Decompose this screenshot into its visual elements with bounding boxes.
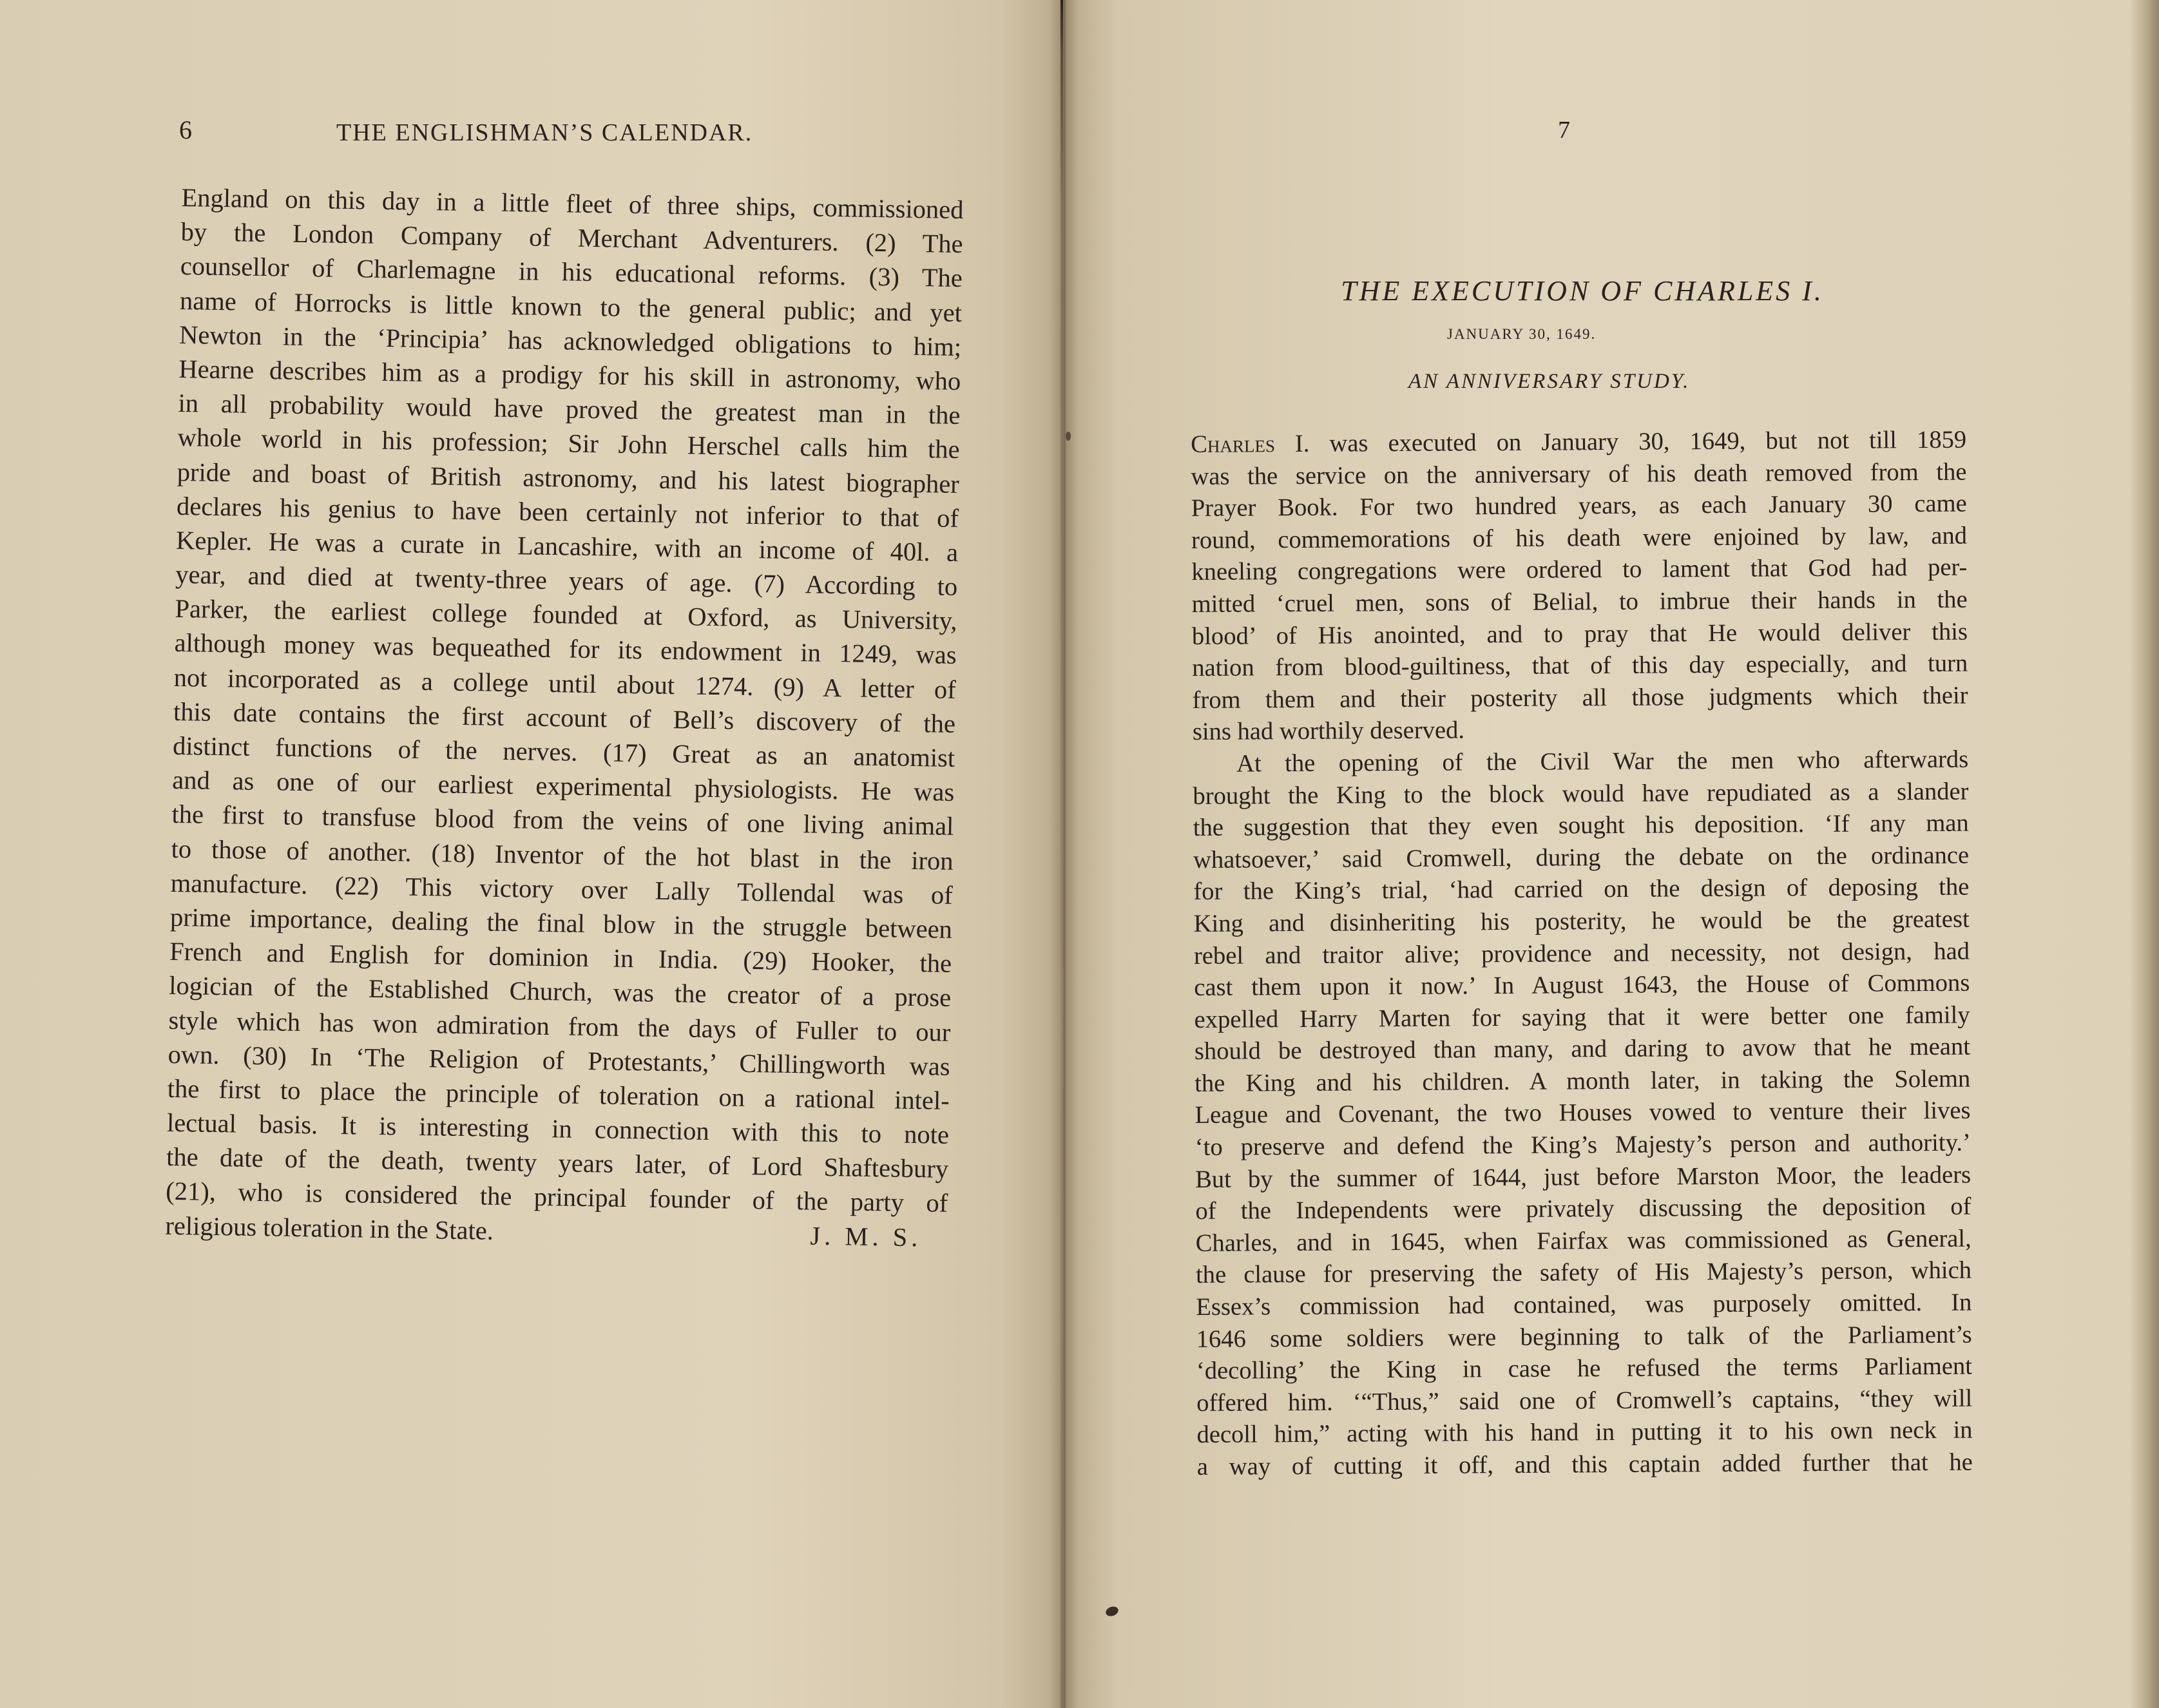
text-line: sins had worthily deserved. <box>1192 716 1465 746</box>
text-line: ‘to preserve and defend the King’s Majesty’s person and authority.’ <box>1195 1129 1971 1162</box>
first-line-rest: I. was executed on January 30, 1649, but not till 1859 <box>1274 426 1967 458</box>
text-line: expelled Harry Marten for saying that it were better one family <box>1194 1001 1970 1033</box>
margin-mark <box>1066 432 1071 441</box>
running-head: THE ENGLISHMAN’S CALENDAR. <box>336 119 753 146</box>
text-line: Hearne describes him as a prodigy for his skill in astronomy, who <box>178 354 961 396</box>
text-line: offered him. ‘“Thus,” said one of Cromwell’s captains, “they will <box>1196 1385 1973 1417</box>
text-line: was the service on the anniversary of his death removed from the <box>1191 458 1967 490</box>
text-line: Newton in the ‘Principia’ has acknowledged obligations to him; <box>178 320 962 361</box>
chapter-title: THE EXECUTION OF CHARLES I. <box>1341 275 1824 307</box>
paragraph-first-line: At the opening of the Civil War the men who afterwards <box>1236 745 1969 778</box>
text-line: 1646 some soldiers were beginning to talk of the Parliament’s <box>1196 1321 1972 1353</box>
text-line: decoll him,” acting with his hand in putting it to his own neck in <box>1196 1417 1973 1449</box>
text-line: Essex’s commission had contained, was purposely omitted. In <box>1196 1289 1972 1321</box>
text-line: England on this day in a little fleet of three ships, commissioned <box>181 182 964 225</box>
text-line: to those of another. (18) Inventor of the hot blast in the iron <box>171 834 954 876</box>
text-line: the first to transfuse blood from the veins of one living animal <box>171 800 954 841</box>
text-line: the suggestion that they even sought his deposition. ‘If any man <box>1193 809 1969 842</box>
right-page-number: 7 <box>1558 117 1570 144</box>
lead-word: Charles <box>1191 430 1276 458</box>
text-line: But by the summer of 1644, just before Marston Moor, the leaders <box>1195 1161 1972 1193</box>
text-line: the clause for preserving the safety of His Majesty’s person, which <box>1195 1257 1972 1289</box>
text-line: distinct functions of the nerves. (17) Great as an anatomist <box>172 731 955 772</box>
text-line: declares his genius to have been certainly not inferior to that of <box>176 491 959 533</box>
chapter-date: JANUARY 30, 1649. <box>1447 326 1597 342</box>
paragraph-first-line <box>1191 425 1966 461</box>
page-edge <box>2129 0 2159 1708</box>
text-line: name of Horrocks is little known to the general public; and yet <box>179 285 963 327</box>
text-line: League and Covenant, the two Houses vowed to venture their lives <box>1195 1097 1971 1129</box>
text-line: cast them upon it now.’ In August 1643, the House of Commons <box>1194 969 1970 1002</box>
text-line: prime importance, dealing the final blow in the struggle between <box>169 902 953 944</box>
text-line: rebel and traitor alive; providence and necessity, not design, had <box>1193 937 1970 970</box>
text-line: and as one of our earliest experimental physiologists. He was <box>172 765 955 807</box>
text-line: not incorporated as a college until about 1274. (9) A letter of <box>173 662 957 704</box>
text-line: although money was bequeathed for its endowment in 1249, was <box>174 628 957 670</box>
text-line: lectual basis. It is interesting in connection with this to note <box>166 1108 950 1149</box>
text-line: the King and his children. A month later, in taking the Solemn <box>1195 1065 1971 1097</box>
text-line: own. (30) In ‘The Religion of Protestants,’ Chillingworth was <box>168 1039 950 1081</box>
chapter-subtitle: AN ANNIVERSARY STUDY. <box>1408 370 1691 393</box>
right-page-text <box>1191 425 1973 1484</box>
text-line: blood’ of His anointed, and to pray that He would deliver this <box>1191 618 1968 650</box>
text-line: Parker, the earliest college founded at Oxford, as University, <box>175 594 957 636</box>
last-text-line: religious toleration in the State. <box>165 1211 494 1245</box>
left-page-number: 6 <box>179 115 193 144</box>
text-line: French and English for dominion in India. (29) Hooker, the <box>169 936 952 979</box>
text-line: should be destroyed than many, and daring to avow that he meant <box>1194 1033 1971 1066</box>
text-line: in all probability would have proved the greatest man in the <box>178 389 961 430</box>
text-line: by the London Company of Merchant Adventurers. (2) The <box>180 217 963 259</box>
text-line: brought the King to the block would have repudiated as a slander <box>1193 778 1969 810</box>
text-line: ‘decolling’ the King in case he refused the terms Parliament <box>1196 1352 1973 1385</box>
text-line: pride and boast of British astronomy, and his latest biographer <box>177 457 960 499</box>
text-line: logician of the Established Church, was the creator of a prose <box>169 971 952 1013</box>
book-gutter <box>1049 0 1079 1708</box>
text-line: whatsoever,’ said Cromwell, during the debate on the ordinance <box>1193 841 1970 874</box>
text-line: the date of the death, twenty years later, of Lord Shaftesbury <box>166 1142 949 1184</box>
text-line: a way of cutting it off, and this captain added further that he <box>1196 1448 1973 1481</box>
text-line: whole world in his profession; Sir John Herschel calls him the <box>177 423 960 465</box>
text-line: style which has won admiration from the days of Fuller to our <box>168 1005 951 1047</box>
text-line: kneeling congregations were ordered to lament that God had per- <box>1191 554 1968 586</box>
author-signature: J. M. S. <box>810 1221 922 1252</box>
text-line: mitted ‘cruel men, sons of Belial, to imbrue their hands in the <box>1191 586 1968 618</box>
left-page-text <box>165 180 964 1255</box>
text-line: the first to place the principle of toleration on a rational intel- <box>167 1073 950 1115</box>
text-line: Kepler. He was a curate in Lancashire, with an income of 40l. a <box>175 525 959 567</box>
text-line: (21), who is considered the principal founder of the party of <box>166 1176 948 1218</box>
text-line: for the King’s trial, ‘had carried on the design of deposing the <box>1193 873 1970 906</box>
text-line: nation from blood-guiltiness, that of this day especially, and turn <box>1192 649 1968 682</box>
text-line: from them and their posterity all those judgments which their <box>1192 682 1968 714</box>
text-line: round, commemorations of his death were enjoined by law, and <box>1191 522 1968 554</box>
text-line: year, and died at twenty-three years of age. (7) According to <box>175 559 958 602</box>
text-line: Charles, and in 1645, when Fairfax was commissioned as General, <box>1195 1225 1972 1257</box>
text-line: Prayer Book. For two hundred years, as each January 30 came <box>1191 490 1967 523</box>
text-line: manufacture. (22) This victory over Lally Tollendal was of <box>170 868 954 910</box>
text-line: of the Independents were privately discussing the deposition of <box>1195 1193 1972 1225</box>
text-line: this date contains the first account of Bell’s discovery of the <box>173 696 956 738</box>
spine-shadow <box>1060 0 1063 1708</box>
text-line: counsellor of Charlemagne in his educational reforms. (3) The <box>180 251 963 293</box>
text-line: King and disinheriting his posterity, he would be the greatest <box>1193 905 1970 937</box>
